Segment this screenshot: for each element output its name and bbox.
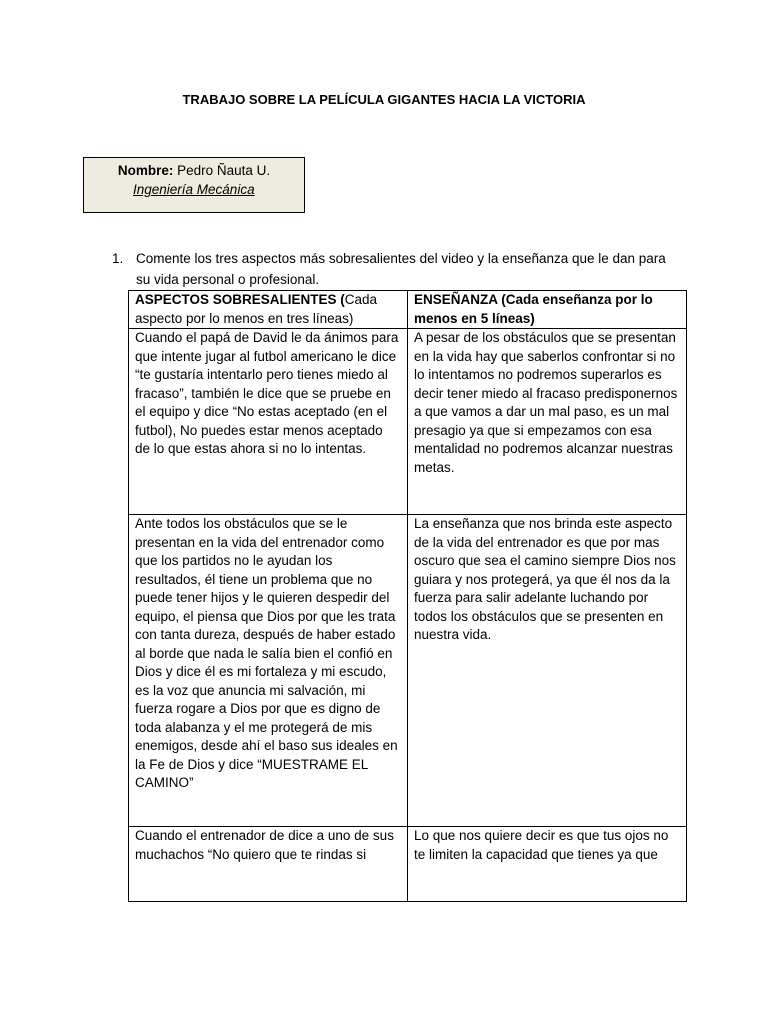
- career-line: [84, 180, 304, 199]
- table-row: [129, 827, 687, 902]
- aspect-cell: Ante todos los obstáculos que se le presentan en la vida del entrenador como que los partidos no le ayudan los resultados, él tiene un problema que no puede tener hijos y le quieren despedir del equipo, el piensa que Dios por que les trata con tanta dureza, después de haber estado al borde que nada le salía bien el confió en Dios y dice él es mi fortaleza y mi escudo, es la voz que anuncia mi salvación, mi fuerza rogare a Dios por que es digno de toda alabanza y el me protegerá de mis enemigos, desde ahí el baso sus ideales en la Fe de Dios y dice “MUESTRAME EL CAMINO”: [129, 515, 408, 827]
- name-label: Nombre:: [117, 163, 174, 178]
- aspects-table: [128, 290, 687, 902]
- aspect-cell: [129, 827, 408, 902]
- table-header-row: [129, 291, 687, 329]
- name-value: Pedro Ñauta U.: [173, 163, 271, 178]
- col1-header-rest: Cada aspecto por lo menos en tres líneas): [135, 292, 378, 326]
- lesson-cell: A pesar de los obstáculos que se presentan en la vida hay que saberlos confrontar si no lo intentamos no podremos superarlos es decir tener miedo al fracaso predisponernos a que vamos a dar un mal paso, es un mal presagio ya que si empezamos con esa mentalidad no podremos alcanzar nuestras metas.: [408, 329, 687, 515]
- question-number: 1.: [112, 251, 124, 266]
- question-text: Comente los tres aspectos más sobresalientes del video y la enseñanza que le dan para su vida personal o profesional.: [136, 251, 666, 287]
- lesson-cell: La enseñanza que nos brinda este aspecto de la vida del entrenador es que por mas oscuro que sea el camino siempre Dios nos guiara y nos protegerá, ya que él nos da la fuerza para salir adelante luchando por todos los obstáculos que se presenten en nuestra vida.: [408, 515, 687, 827]
- aspect-text: Cuando el entrenador de dice a uno de sus muchachos “No quiero que te rindas si: [135, 828, 394, 862]
- lesson-cell: [408, 827, 687, 902]
- col1-header: [129, 291, 408, 329]
- document-title: TRABAJO SOBRE LA PELÍCULA GIGANTES HACIA LA VICTORIA: [182, 92, 586, 107]
- col2-header-text: ENSEÑANZA (Cada enseñanza por lo menos en 5 líneas): [414, 292, 653, 326]
- career: Ingeniería Mecánica: [133, 182, 255, 197]
- name-box: [83, 157, 305, 213]
- aspect-cell: Cuando el papá de David le da ánimos para que intente jugar al futbol americano le dice “te gustaría intentarlo pero tienes miedo al fracaso”, también le dice que se pruebe en el equipo y dice “No estas aceptado (en el futbol), No puedes estar menos aceptado de lo que estas ahora si no lo intentas.: [129, 329, 408, 515]
- question-1: [112, 248, 672, 290]
- table-row: [129, 515, 687, 827]
- lesson-text: Lo que nos quiere decir es que tus ojos no te limiten la capacidad que tienes ya que: [414, 828, 669, 862]
- col2-header: [408, 291, 687, 329]
- name-line: [84, 161, 304, 180]
- table-row: [129, 329, 687, 515]
- col1-header-bold: ASPECTOS SOBRESALIENTES (: [135, 292, 345, 307]
